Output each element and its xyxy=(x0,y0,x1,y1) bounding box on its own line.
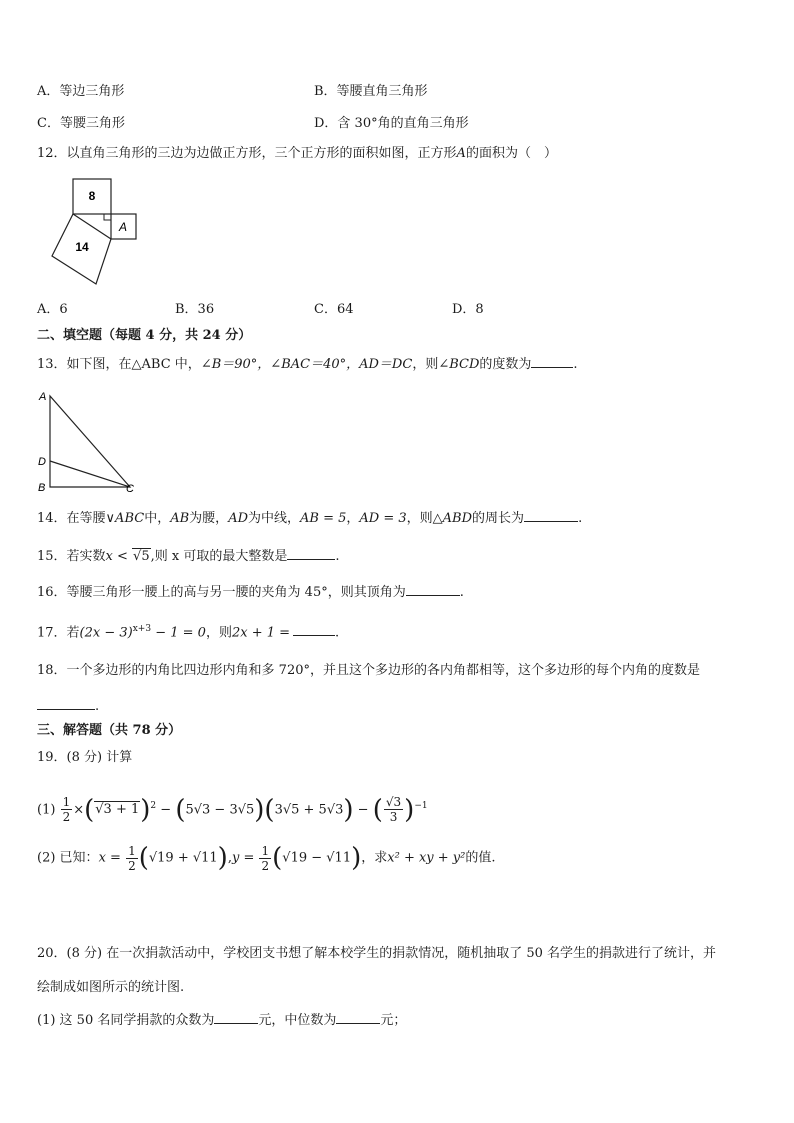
q12-stem: 12．以直角三角形的三边为边做正方形，三个正方形的面积如图，正方形A的面积为（ ） xyxy=(37,146,557,161)
q19-part-1: (1) $\frac{1}{2}$ $\times(√3 + 1)^2 - (5√3 - 3√5)(3√5 + 5√3)$ − ( $\frac{√3}{3}$ )$^{-1}$ xyxy=(37,794,428,825)
q18-answer-blank[interactable] xyxy=(37,697,95,710)
q20-stem-line-2: 绘制成如图所示的统计图. xyxy=(37,980,185,995)
right-angle-mark xyxy=(104,214,111,220)
q12-option-a: A．6 xyxy=(37,302,68,317)
fraction-y-half: $\frac{1}{2}$ xyxy=(261,843,270,873)
fraction-x-half: $\frac{1}{2}$ xyxy=(128,843,136,873)
triangle-abc xyxy=(50,396,130,487)
q18-answer-line: . xyxy=(37,697,99,716)
q14-answer-blank[interactable] xyxy=(524,509,578,522)
label-14: 14 xyxy=(75,240,89,254)
fraction-sqrt3-over-3: $\frac{√3}{3}$ xyxy=(385,795,402,825)
q18-stem: 18．一个多边形的内角比四边形内角和多 720°，并且这个多边形的各内角都相等，这个多边形的每个内角的度数是 xyxy=(37,663,700,678)
q11-option-a: A．等边三角形 xyxy=(37,84,125,99)
q11-option-c: C．等腰三角形 xyxy=(37,116,125,131)
q20-median-blank[interactable] xyxy=(336,1011,380,1024)
fraction-one-half: $\frac{1}{2}$ xyxy=(62,795,71,825)
q12-option-c: C．64 xyxy=(314,302,354,317)
q11-option-b: B．等腰直角三角形 xyxy=(314,84,428,99)
q16-stem: 16．等腰三角形一腰上的高与另一腰的夹角为 45°，则其顶角为 . xyxy=(37,585,464,600)
section-2-heading: 二、填空题（每题 4 分，共 24 分） xyxy=(37,328,252,343)
label-a: A xyxy=(118,220,128,234)
q13-triangle-figure xyxy=(34,388,144,498)
vertex-c: C xyxy=(126,483,134,495)
q14-stem: 14．在等腰∨ABC中，AB为腰，AD为中线，AB = 5，AD = 3，则△ABD的周长为 . xyxy=(37,511,583,526)
q17-stem: 17．若$(2x - 3)^{x+3} - 1 = 0$，则2x + 1 = . xyxy=(37,624,340,641)
q19-part-2: (2) 已知：x = $\frac{1}{2}$ (√19 + √11),y = $\frac{1}{2}$ (√19 − √11)，求x² + xy + y²的值. xyxy=(37,843,496,873)
q16-answer-blank[interactable] xyxy=(406,583,460,596)
q19-title: 19．(8 分) 计算 xyxy=(37,750,133,765)
q12-squares-figure xyxy=(40,172,150,287)
q11-option-d: D．含 30°角的直角三角形 xyxy=(314,116,469,131)
q20-stem-line-1: 20．(8 分) 在一次捐款活动中，学校团支书想了解本校学生的捐款情况，随机抽取了 50 名学生的捐款进行了统计，并 xyxy=(37,946,717,961)
q15-stem: 15．若实数x < √5,则 x 可取的最大整数是 . xyxy=(37,549,340,564)
section-3-heading: 三、解答题（共 78 分） xyxy=(37,723,182,738)
q13-stem: 13．如下图，在△ABC 中，∠B＝90°，∠BAC＝40°，AD＝DC，则∠BCD的度数为 . xyxy=(37,357,578,372)
q12-option-b: B．36 xyxy=(175,302,215,317)
q20-mode-blank[interactable] xyxy=(214,1011,258,1024)
vertex-d: D xyxy=(38,456,46,468)
vertex-a: A xyxy=(39,391,47,403)
q13-answer-blank[interactable] xyxy=(531,355,573,368)
q15-answer-blank[interactable] xyxy=(287,547,335,560)
q20-part-1: (1) 这 50 名同学捐款的众数为 元，中位数为 元； xyxy=(37,1013,407,1028)
q12-option-d: D．8 xyxy=(452,302,484,317)
label-8: 8 xyxy=(88,189,96,203)
vertex-b: B xyxy=(38,482,46,494)
q17-answer-blank[interactable] xyxy=(293,623,335,636)
